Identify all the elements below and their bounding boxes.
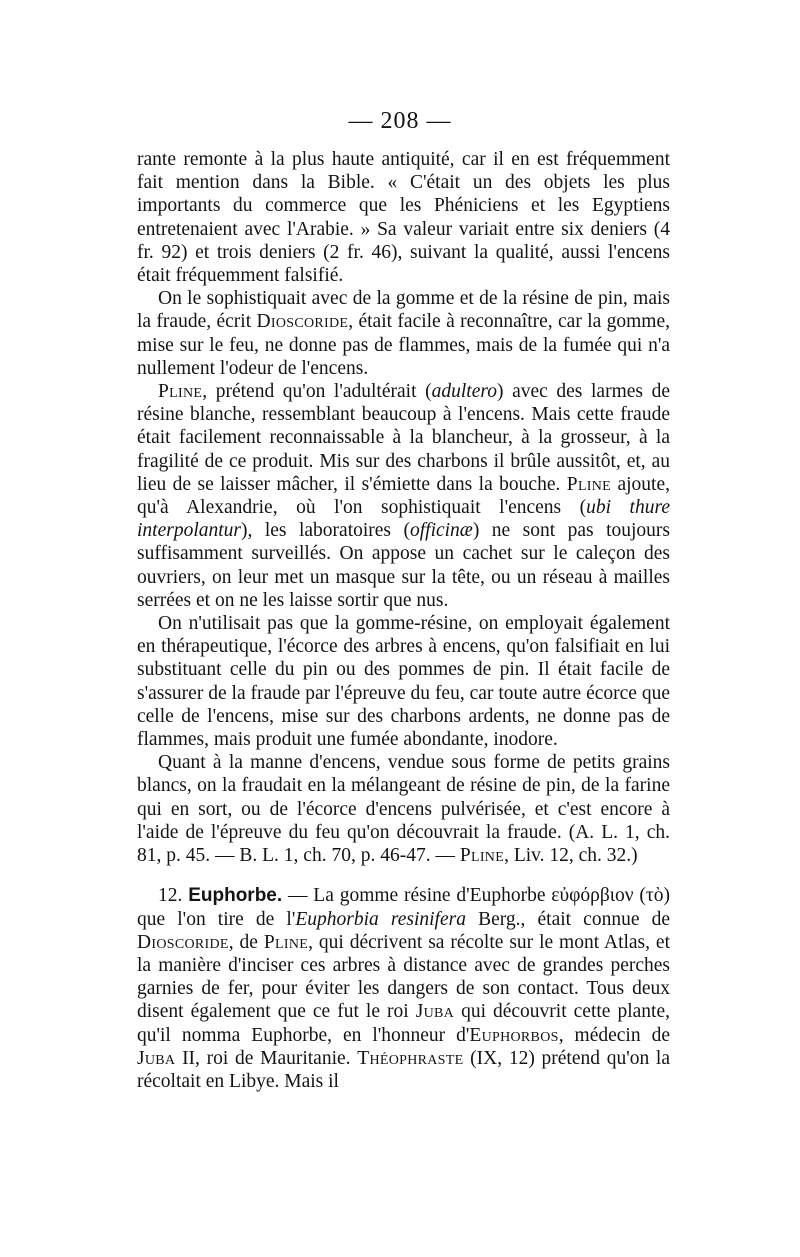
text-run: — La gomme résine d'Euphorbe εὐφόρβιον (τὸ) que l'on tire de l' bbox=[137, 885, 671, 930]
text-run: ) ne sont pas toujours suffisamment surveillés. On appose un cachet sur le caleçon des ouvriers, on leur met un masque sur la tête, ou un réseau à mailles serrées et on ne les laisse sortir que nus. bbox=[137, 520, 670, 611]
author-name: Pline bbox=[459, 845, 505, 867]
author-name: Pline bbox=[158, 381, 203, 403]
page-number: — 208 — bbox=[348, 108, 452, 134]
person-name: Euphorbos bbox=[469, 1024, 559, 1046]
paragraph-6 bbox=[137, 884, 670, 1093]
text-run: ) avec des larmes de résine blanche, ressemblant beaucoup à l'encens. Mais cette fraude était facilement reconnaissable à la blancheur, à la grosseur, à la fragilité de ce produit. Mis sur des charbons il brûle aussitôt, et, au lieu de se laisser mâcher, il s'émiette dans la bouche. bbox=[137, 381, 670, 495]
text-run: (IX, 12) prétend qu'on la récoltait en Libye. Mais il bbox=[137, 1047, 670, 1092]
latin-term: adultero bbox=[431, 381, 497, 403]
section-heading: Euphorbe. bbox=[188, 885, 283, 907]
paragraph-5 bbox=[137, 751, 670, 867]
latin-term: officinæ bbox=[409, 520, 473, 542]
person-name: Juba bbox=[415, 1001, 455, 1023]
person-name: Juba bbox=[137, 1047, 176, 1069]
text-run: , qui décrivent sa récolte sur le mont Atlas, et la manière d'inciser ces arbres à distance avec de grandes perches garnies de fer, pour éviter les dangers de son contact. Tous deux disent également que ce fut le roi bbox=[137, 931, 671, 1023]
latin-term: ubi thure interpolantur bbox=[137, 497, 670, 542]
text-run: , Liv. 12, ch. 32.) bbox=[504, 845, 638, 867]
text-run: , médecin de bbox=[558, 1024, 670, 1046]
text-run: Berg., était connue de bbox=[465, 908, 670, 930]
author-name: Pline bbox=[263, 931, 309, 953]
paragraph-3 bbox=[137, 380, 670, 612]
author-name: Pline bbox=[566, 473, 612, 495]
text-run: Quant à la manne d'encens, vendue sous forme de petits grains blancs, on la fraudait en la mélangeant de résine de pin, de la farine qui en sort, ou de l'écorce d'encens pulvérisée, et c'est encore à l'aide de l'épreuve du feu qu'on découvrait la fraude. (A. L. 1, ch. 81, p. 45. — B. L. 1, ch. 70, p. 46-47. — bbox=[137, 752, 670, 867]
paragraph-4: On n'utilisait pas que la gomme-résine, on employait également en thérapeutique, l'écorce des arbres à encens, qu'on falsifiait en lui substituant celle du pin ou des pommes de pin. Il était facile de s'assurer de la fraude par l'épreuve du feu, car toute autre écorce que celle de l'encens, mise sur des charbons ardents, ne donne pas de flammes, mais produit une fumée abondante, inodore. bbox=[137, 613, 670, 751]
paragraph-2 bbox=[137, 287, 670, 380]
text-run: , prétend qu'on l'adultérait ( bbox=[202, 381, 432, 403]
text-run: qui découvrit cette plante, qu'il nomma Euphorbe, en l'honneur d' bbox=[137, 1001, 670, 1046]
paragraph-1: rante remonte à la plus haute antiquité, car il en est fréquemment fait mention dans la Bible. « C'était un des objets les plus importants du commerce que les Phéniciens et les Egyptiens entretenaient avec l'Arabie. » Sa valeur variait entre six deniers (4 fr. 92) et trois deniers (2 fr. 46), suivant la qualité, aussi l'encens était fréquemment falsifié. bbox=[137, 149, 670, 287]
author-name: Dioscoride bbox=[256, 311, 349, 333]
latin-term: Euphorbia resinifera bbox=[295, 908, 466, 930]
text-run: , était facile à reconnaître, car la gomme, mise sur le feu, ne donne pas de flammes, mais de la fumée qui n'a nullement l'odeur de l'encens. bbox=[137, 311, 670, 379]
author-name: Théophraste bbox=[357, 1047, 464, 1069]
text-run: ), les laboratoires ( bbox=[241, 520, 410, 542]
author-name: Dioscoride bbox=[137, 931, 229, 953]
text-run: ajoute, qu'à Alexandrie, où l'on sophistiquait l'encens ( bbox=[137, 473, 670, 519]
text-run: On le sophistiquait avec de la gomme et de la résine de pin, mais la fraude, écrit bbox=[137, 288, 670, 333]
body-text bbox=[137, 148, 670, 1093]
text-run: , de bbox=[228, 931, 264, 953]
section-number: 12. bbox=[158, 885, 189, 907]
text-run: II, roi de Mauritanie. bbox=[175, 1047, 358, 1069]
